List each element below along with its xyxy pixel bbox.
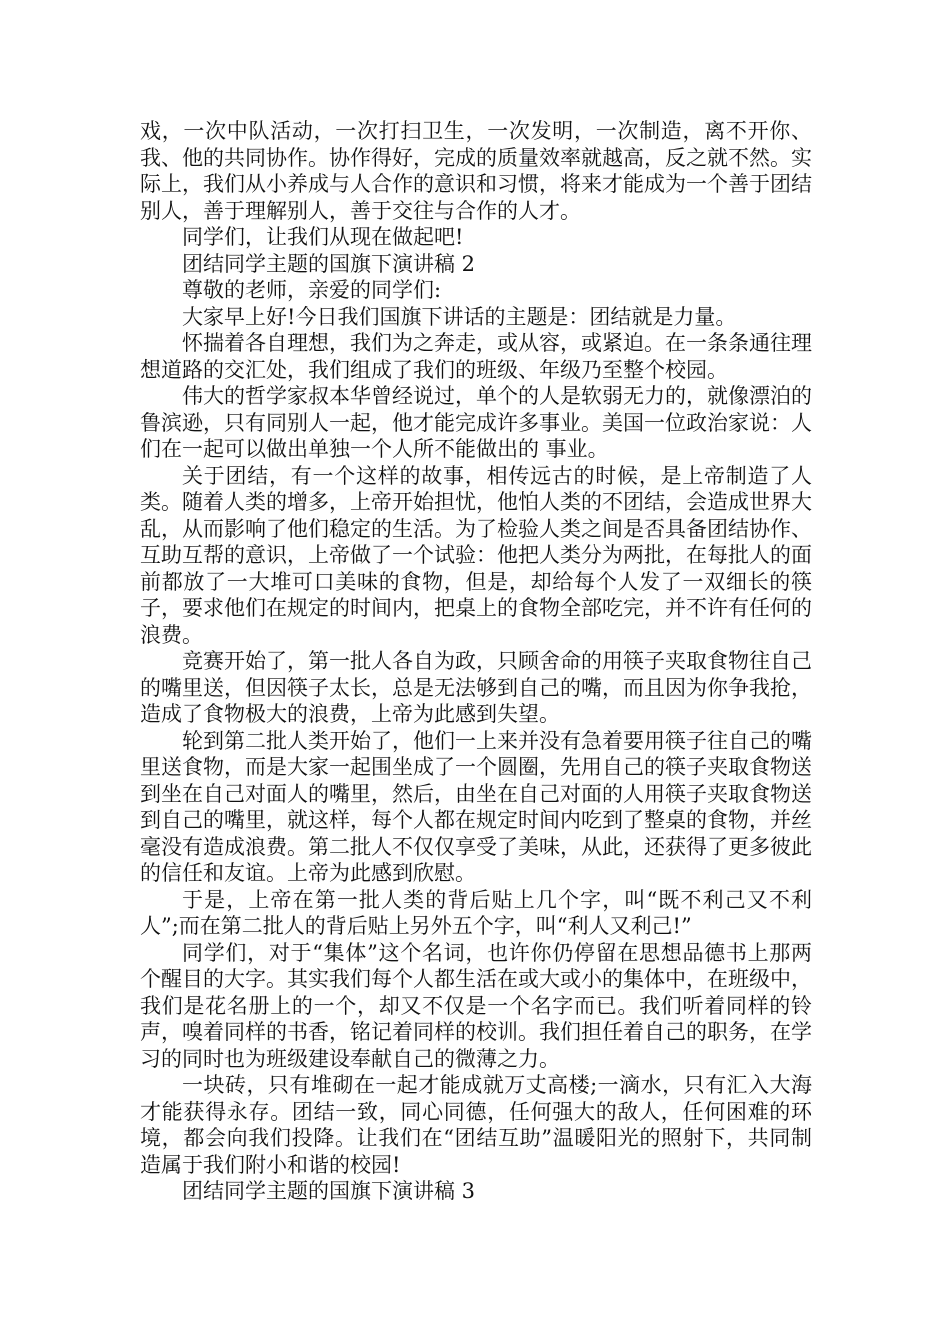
paragraph: 关于团结，有一个这样的故事，相传远古的时候，是上帝制造了人类。随着人类的增多，上帝开始担忧，他怕人类的不团结，会造成世界大乱，从而影响了他们稳定的生活。为了检验人类之间是否具备团结协作、互助互帮的意识，上帝做了一个试验：他把人类分为两批，在每批人的面前都放了一大堆可口美味的食物，但是，却给每个人发了一双细长的筷子，要求他们在规定的时间内，把桌上的食物全部吃完，并不许有任何的浪费。 (140, 463, 812, 647)
paragraph: 大家早上好!今日我们国旗下讲话的主题是：团结就是力量。 (182, 304, 737, 329)
paragraph: 怀揣着各自理想，我们为之奔走，或从容，或紧迫。在一条条通往理想道路的交汇处，我们组成了我们的班级、年级乃至整个校园。 (140, 331, 812, 382)
paragraph: 于是，上帝在第一批人类的背后贴上几个字，叫“既不利己又不利人”;而在第二批人的背后贴上另外五个字，叫“利人又利己!” (140, 887, 812, 938)
section-heading: 团结同学主题的国旗下演讲稿 2 (182, 251, 476, 276)
paragraph: 戏，一次中队活动，一次打扫卫生，一次发明，一次制造，离不开你、我、他的共同协作。协作得好，完成的质量效率就越高，反之就不然。实际上，我们从小养成与人合作的意识和习惯，将来才能成为一个善于团结别人，善于理解别人，善于交往与合作的人才。 (140, 119, 812, 223)
paragraph: 轮到第二批人类开始了，他们一上来并没有急着要用筷子往自己的嘴里送食物，而是大家一起围坐成了一个圆圈，先用自己的筷子夹取食物送到坐在自己对面人的嘴里，然后，由坐在自己对面的人用筷子夹取食物送到自己的嘴里，就这样，每个人都在规定时间内吃到了整桌的食物，并丝毫没有造成浪费。第二批人不仅仅享受了美味，从此，还获得了更多彼此的信任和友谊。上帝为此感到欣慰。 (140, 728, 812, 885)
document-page (140, 118, 812, 1205)
paragraph: 竞赛开始了，第一批人各自为政，只顾舍命的用筷子夹取食物往自己的嘴里送，但因筷子太长，总是无法够到自己的嘴，而且因为你争我抢，造成了食物极大的浪费，上帝为此感到失望。 (140, 649, 812, 726)
paragraph: 同学们，对于“集体”这个名词，也许你仍停留在思想品德书上那两个醒目的大字。其实我们每个人都生活在或大或小的集体中，在班级中，我们是花名册上的一个，却又不仅是一个名字而已。我们听着同样的铃声，嗅着同样的书香，铭记着同样的校训。我们担任着自己的职务，在学习的同时也为班级建设奉献自己的微薄之力。 (140, 940, 812, 1071)
paragraph: 一块砖，只有堆砌在一起才能成就万丈高楼;一滴水，只有汇入大海才能获得永存。团结一致，同心同德，任何强大的敌人，任何困难的环境，都会向我们投降。让我们在“团结互助”温暖阳光的照射下，共同制造属于我们附小和谐的校园! (140, 1073, 812, 1177)
paragraph: 伟大的哲学家叔本华曾经说过，单个的人是软弱无力的，就像漂泊的鲁滨逊，只有同别人一起，他才能完成许多事业。美国一位政治家说：人们在一起可以做出单独一个人所不能做出的 事业。 (140, 384, 812, 461)
section-heading: 团结同学主题的国旗下演讲稿 3 (182, 1179, 476, 1203)
salutation: 尊敬的老师，亲爱的同学们: (182, 278, 442, 302)
paragraph: 同学们，让我们从现在做起吧! (182, 225, 464, 249)
